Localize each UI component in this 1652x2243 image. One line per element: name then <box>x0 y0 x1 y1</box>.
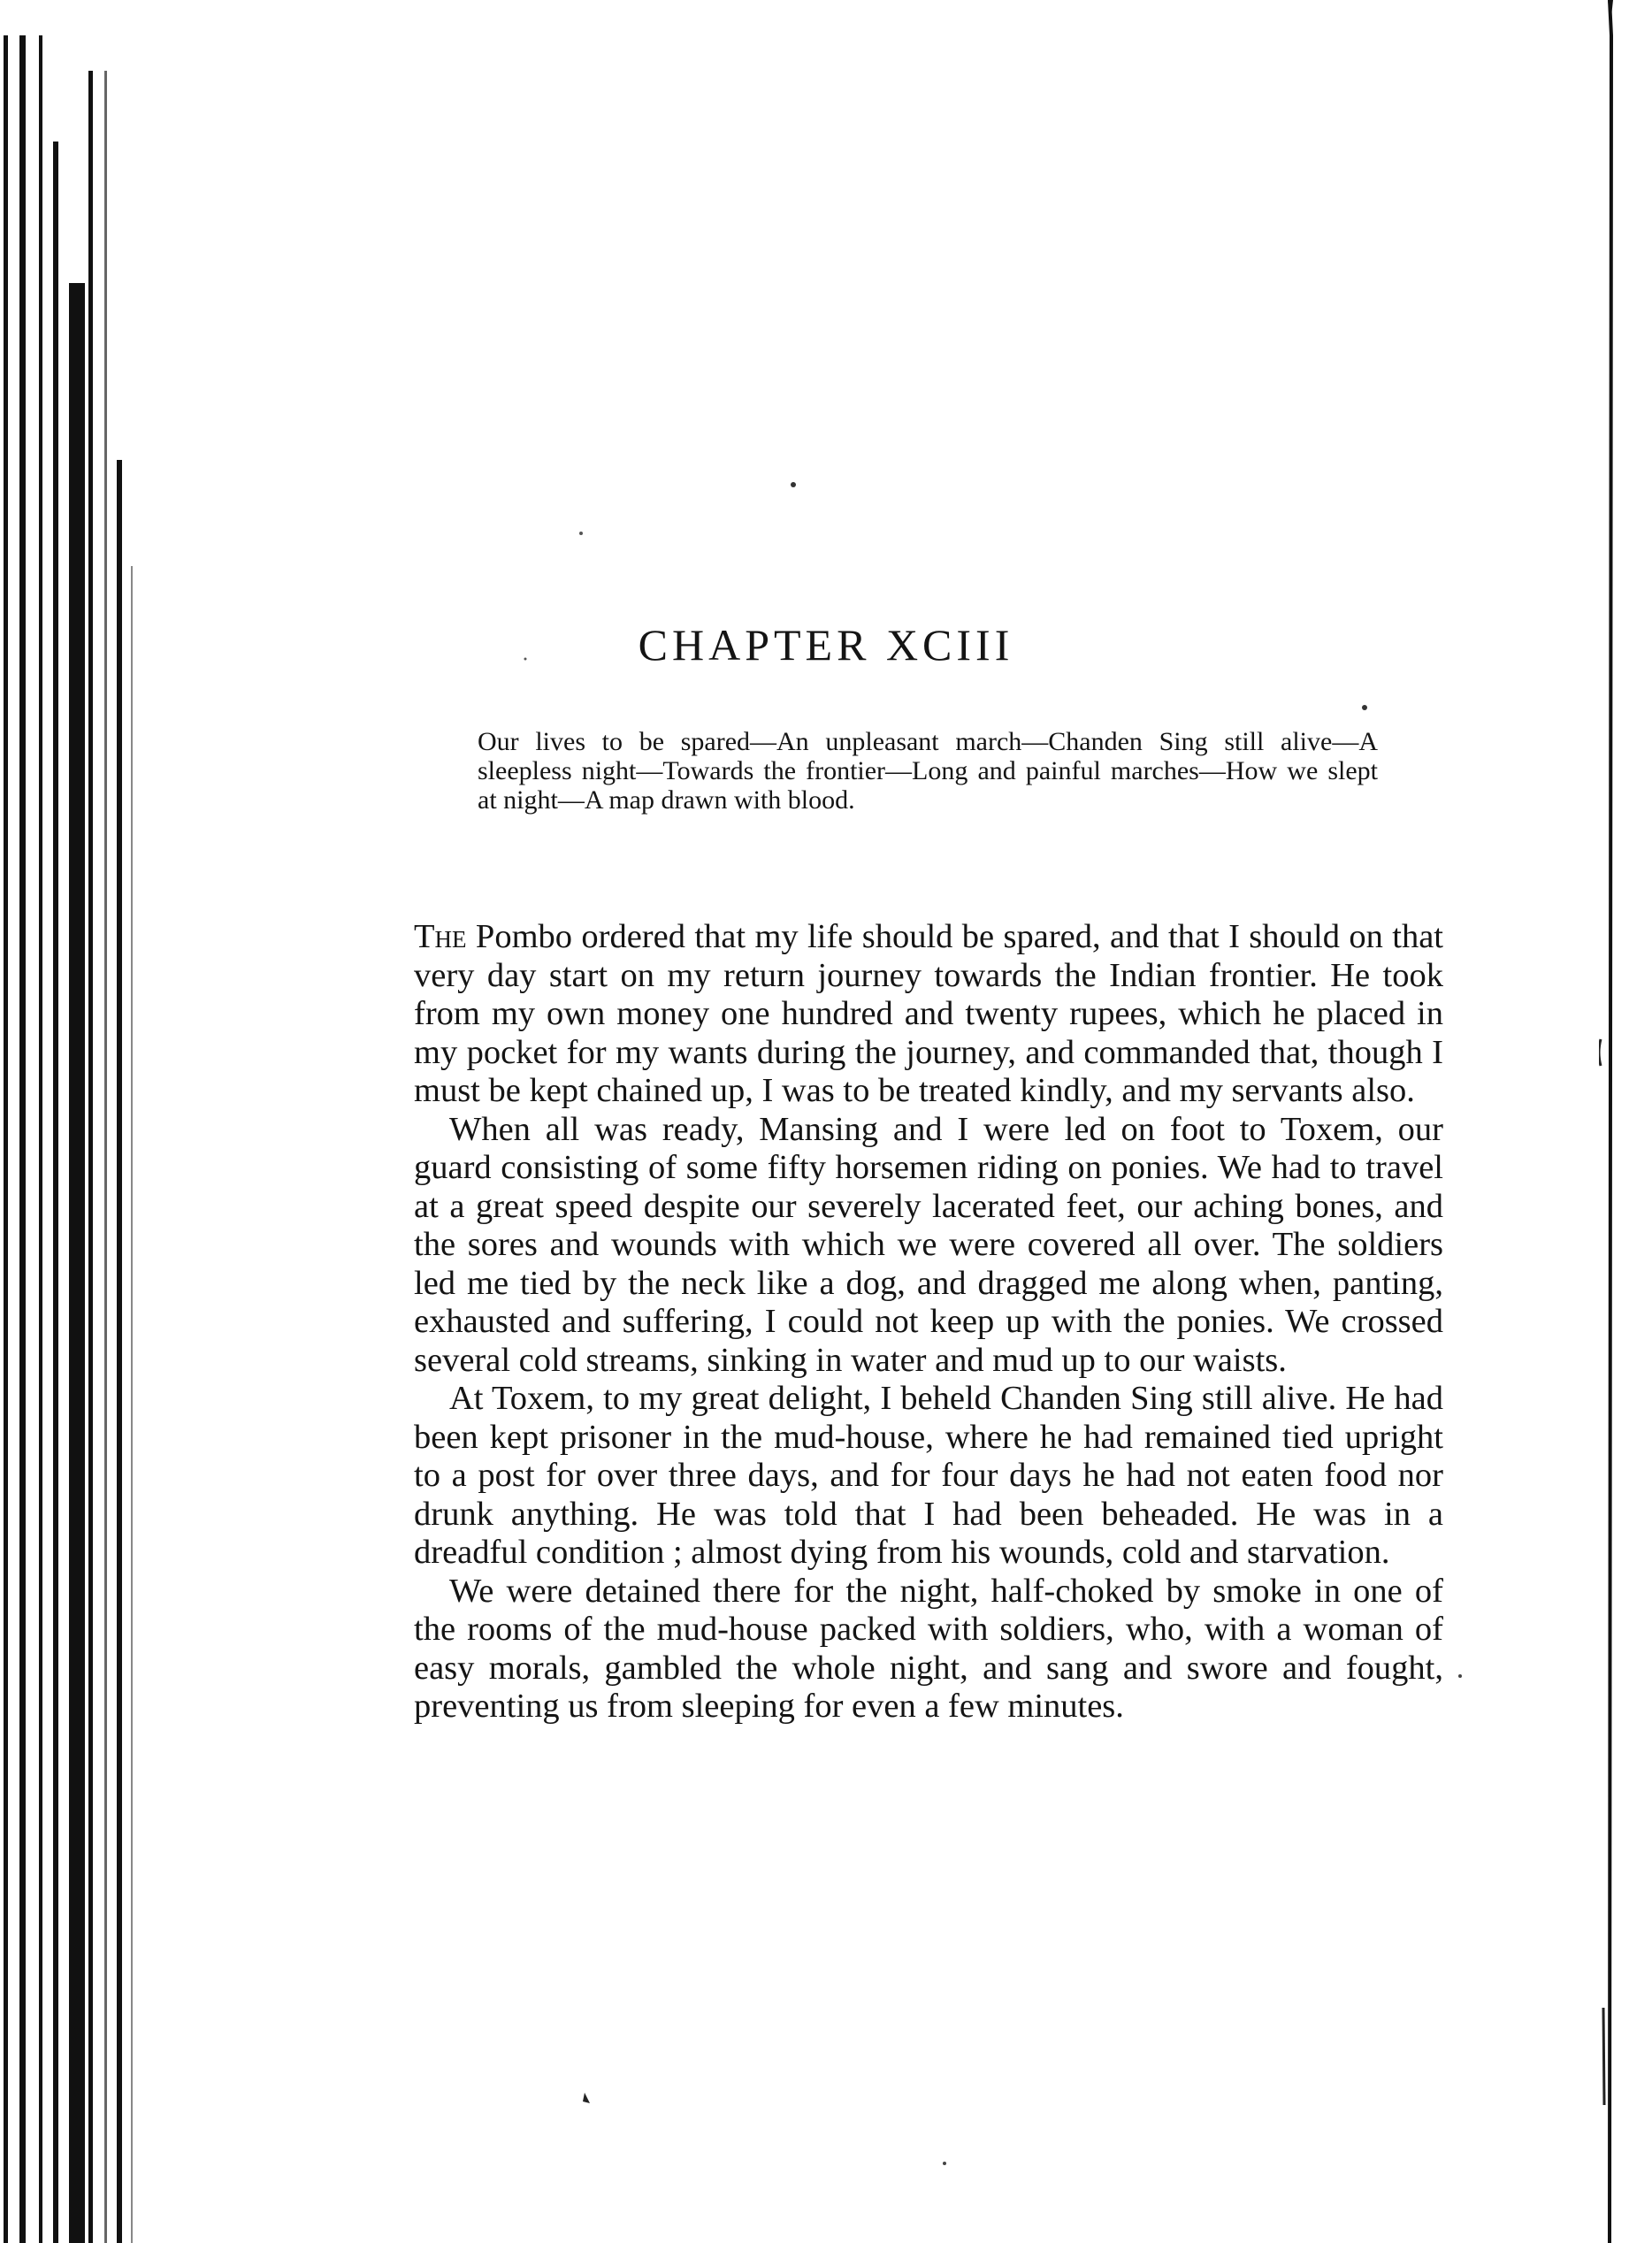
drop-lead-word: The <box>414 918 467 955</box>
chapter-title: CHAPTER XCIII <box>638 620 1014 670</box>
body-paragraph-3: At Toxem, to my great delight, I beheld Chanden Sing still alive. He had been kept prisoner in the mud-house, where he had remained tied upright to a post for over three days, and for four days he had not eaten food nor drunk anything. He was told that I had been beheaded. He was in a dreadful condition ; almost dying from his wounds, cold and starvation. <box>414 1380 1443 1571</box>
chapter-body <box>414 918 1443 1726</box>
paragraph-text: Pombo ordered that my life should be spared, and that I should on that very day start on my return journey towards the Indian frontier. He took from my own money one hundred and twenty rupees, which he placed in my pocket for my wants during the journey, and commanded that, though I must be kept chained up, I was to be treated kindly, and my servants also. <box>414 918 1443 1109</box>
chapter-synopsis: Our lives to be spared—An unpleasant march—Chanden Sing still alive—A sleepless night—Towards the frontier—Long and painful marches—How we slept at night—A map drawn with blood. <box>478 727 1378 815</box>
body-paragraph-2: When all was ready, Mansing and I were led on foot to Toxem, our guard consisting of some fifty horsemen riding on ponies. We had to travel at a great speed despite our severely lacerated feet, our aching bones, and the sores and wounds with which we were covered all over. The soldiers led me tied by the neck like a dog, and dragged me along when, panting, exhausted and suffering, I could not keep up with the ponies. We crossed several cold streams, sinking in water and mud up to our waists. <box>414 1110 1443 1379</box>
body-paragraph-4: We were detained there for the night, half-choked by smoke in one of the rooms of the mud-house packed with soldiers, who, with a woman of easy morals, gambled the whole night, and sang and swore and fought, preventing us from sleeping for even a few minutes. <box>414 1572 1443 1725</box>
body-paragraph-1 <box>414 918 1443 1111</box>
